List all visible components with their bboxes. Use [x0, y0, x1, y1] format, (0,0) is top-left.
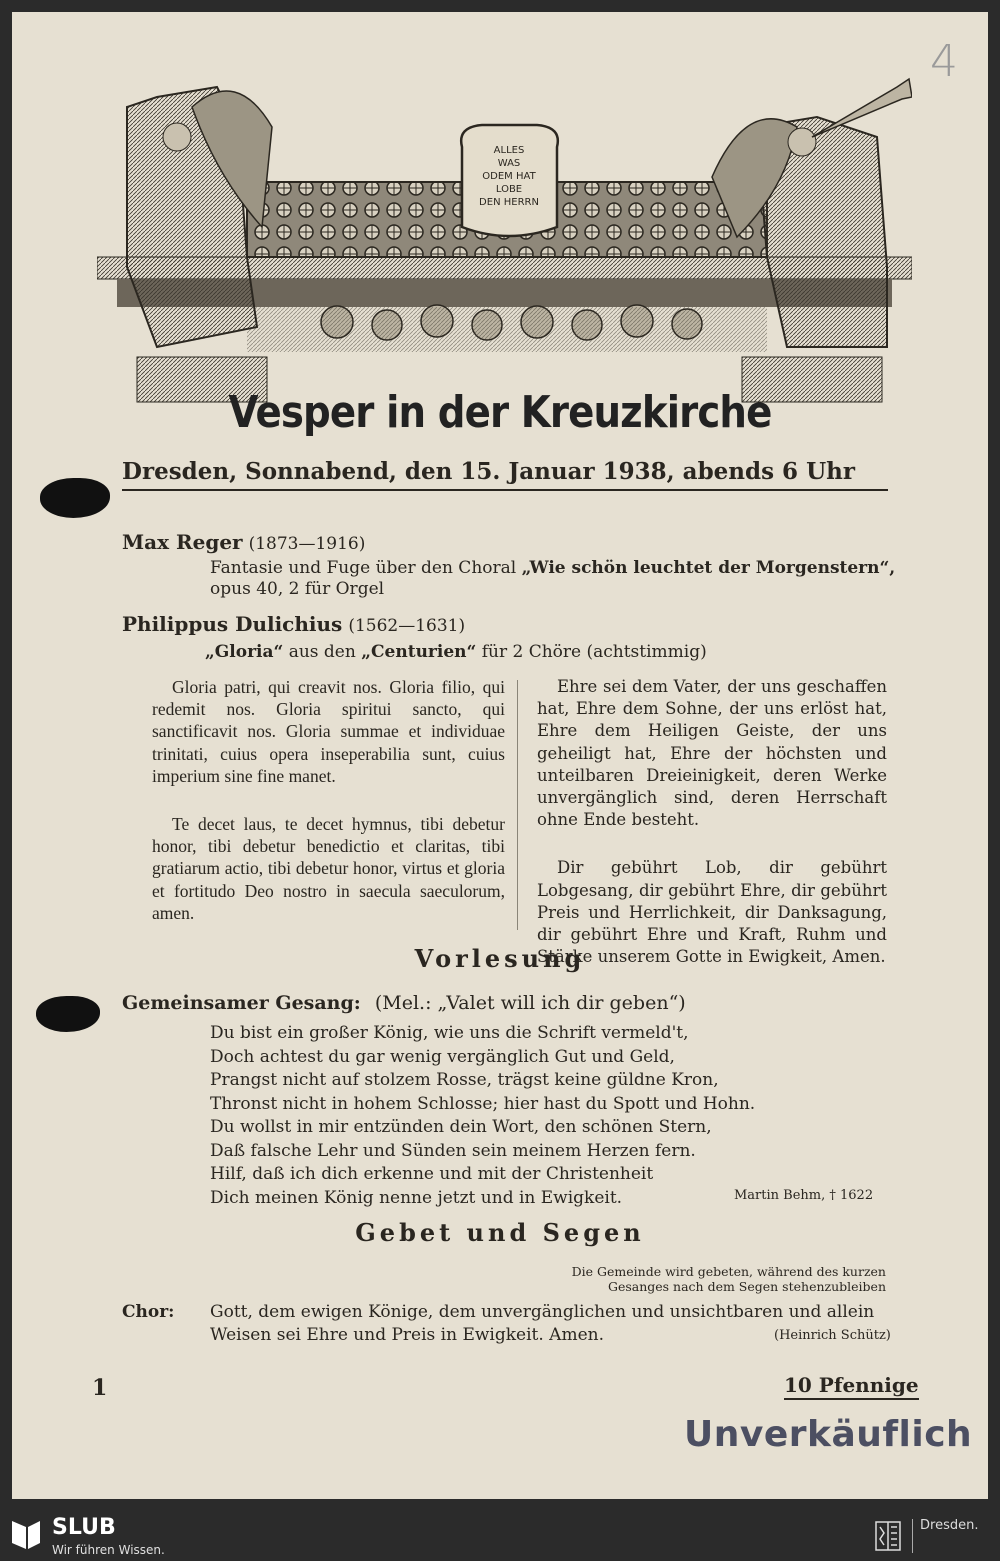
viewer-footer [0, 1511, 1000, 1561]
chor-author: (Heinrich Schütz) [774, 1328, 891, 1343]
work-title: „Wie schön leuchtet der Morgenstern“, [521, 558, 896, 578]
composer-name: Philippus Dulichius [122, 612, 343, 636]
slub-brand[interactable]: SLUB [52, 1515, 116, 1540]
latin-paragraph: Te decet laus, te decet hymnus, tibi debetur honor, tibi debetur benedictio et claritas, tibi gratiarum actio, tibi debetur honor, virtus et gloria et fortitudo Deo nostro in saecula saeculorum, amen. [152, 814, 505, 923]
handwritten-page-number: 4 [930, 36, 958, 87]
hymn-author: Martin Behm, † 1622 [734, 1188, 874, 1203]
reger-work-line2: opus 40, 2 für Orgel [210, 579, 385, 599]
composer-dulichius [122, 612, 465, 636]
gesang-label: Gemeinsamer Gesang: [122, 992, 361, 1014]
work-title: „Gloria“ [205, 642, 284, 662]
unverkaeuflich-stamp: Unverkäuflich [684, 1414, 973, 1455]
reger-work-line1 [210, 558, 895, 578]
chor-line: Gott, dem ewigen Könige, dem unvergänglichen und unsichtbaren und allein [210, 1302, 875, 1322]
latin-paragraph: Gloria patri, qui creavit nos. Gloria filio, qui redemit nos. Gloria spiritui sancto, qui sanctificavit nos. Gloria summae et individuae trinitati, cuius opera inseperabilia sunt, cuius imperium sine fine manet. [152, 677, 505, 786]
plaque-line: ALLES [493, 145, 525, 156]
composer-reger [122, 530, 365, 554]
program-page [12, 12, 988, 1499]
price: 10 Pfennige [784, 1373, 919, 1400]
german-paragraph: Ehre sei dem Vater, der uns geschaffen hat, Ehre dem Sohne, der uns erlöst hat, Ehre dem Heiligen Geiste, der uns geheiligt hat, Ehre der höchsten und unteilbaren Dreieinigkeit, deren Werke unvergänglich sind, deren Herrschaft ohne Ende besteht. [537, 677, 887, 830]
composer-name: Max Reger [122, 530, 243, 554]
hymn-stanza-1 [210, 1022, 755, 1116]
gesang-melody: (Mel.: „Valet will ich dir geben“) [374, 992, 686, 1014]
gesang-header [122, 992, 686, 1014]
chor-line: Weisen sei Ehre und Preis in Ewigkeit. Amen. [210, 1325, 604, 1345]
work-text: aus den [283, 642, 362, 662]
composer-years: (1562—1631) [348, 616, 466, 636]
plaque-line: LOBE [495, 184, 523, 195]
german-paragraph: Dir gebührt Lob, dir gebührt Lobgesang, dir gebührt Ehre, dir gebührt Preis und Herrlichkeit, dir Danksagung, dir gebührt Ehre und Kraft, Ruhm und Stärke unserem Gotte in Ewigkeit, Amen. [537, 858, 887, 967]
hymn-line: Prangst nicht auf stolzem Rosse, trägst keine güldne Kron, [210, 1070, 719, 1090]
gebet-heading: Gebet und Segen [355, 1218, 645, 1247]
plaque-line: ODEM HAT [482, 171, 536, 182]
hymn-line: Du wollst in mir entzünden dein Wort, den schönen Stern, [210, 1117, 712, 1137]
dulichius-work [205, 642, 707, 662]
hymn-line: Hilf, daß ich dich erkenne und mit der Christenheit [210, 1164, 654, 1184]
composer-years: (1873—1916) [248, 534, 366, 554]
work-text: für 2 Chöre (achtstimmig) [476, 642, 707, 662]
ink-blot [40, 478, 110, 518]
notice-line: Die Gemeinde wird gebeten, während des kurzen [571, 1264, 886, 1279]
latin-text [152, 676, 505, 950]
slub-tagline: Wir führen Wissen. [52, 1543, 165, 1557]
page-title: Vesper in der Kreuzkirche [228, 387, 772, 438]
dresden-partner-link[interactable]: Dresden. [920, 1518, 979, 1533]
chor-label: Chor: [122, 1302, 175, 1322]
slub-logo-icon [10, 1517, 42, 1551]
congregation-notice [482, 1264, 886, 1294]
page-number: 1 [92, 1375, 108, 1401]
work-title: „Centurien“ [361, 642, 477, 662]
ink-blot [36, 996, 100, 1032]
hymn-line: Doch achtest du gar wenig vergänglich Gut und Geld, [210, 1046, 675, 1067]
hymn-line: Thronst nicht in hohem Schlosse; hier hast du Spott und Hohn. [210, 1093, 756, 1114]
plaque-line: DEN HERRN [479, 197, 539, 208]
notice-line: Gesanges nach dem Segen stehenzubleiben [607, 1279, 886, 1294]
vorlesung-heading: Vorlesung [414, 944, 586, 973]
footer-separator [912, 1519, 913, 1553]
hymn-stanza-2 [210, 1116, 712, 1210]
organ-loft-engraving [97, 67, 912, 407]
dresden-crest-icon [872, 1519, 904, 1553]
date-line: Dresden, Sonnabend, den 15. Januar 1938, abends 6 Uhr [122, 458, 888, 491]
hymn-line: Dich meinen König nenne jetzt und in Ewigkeit. [210, 1187, 623, 1208]
plaque-line: WAS [497, 158, 521, 169]
hymn-line: Du bist ein großer König, wie uns die Schrift vermeld't, [210, 1023, 689, 1043]
work-text: Fantasie und Fuge über den Choral [210, 558, 522, 578]
hymn-line: Daß falsche Lehr und Sünden sein meinem Herzen fern. [210, 1140, 696, 1161]
column-divider [517, 680, 518, 930]
